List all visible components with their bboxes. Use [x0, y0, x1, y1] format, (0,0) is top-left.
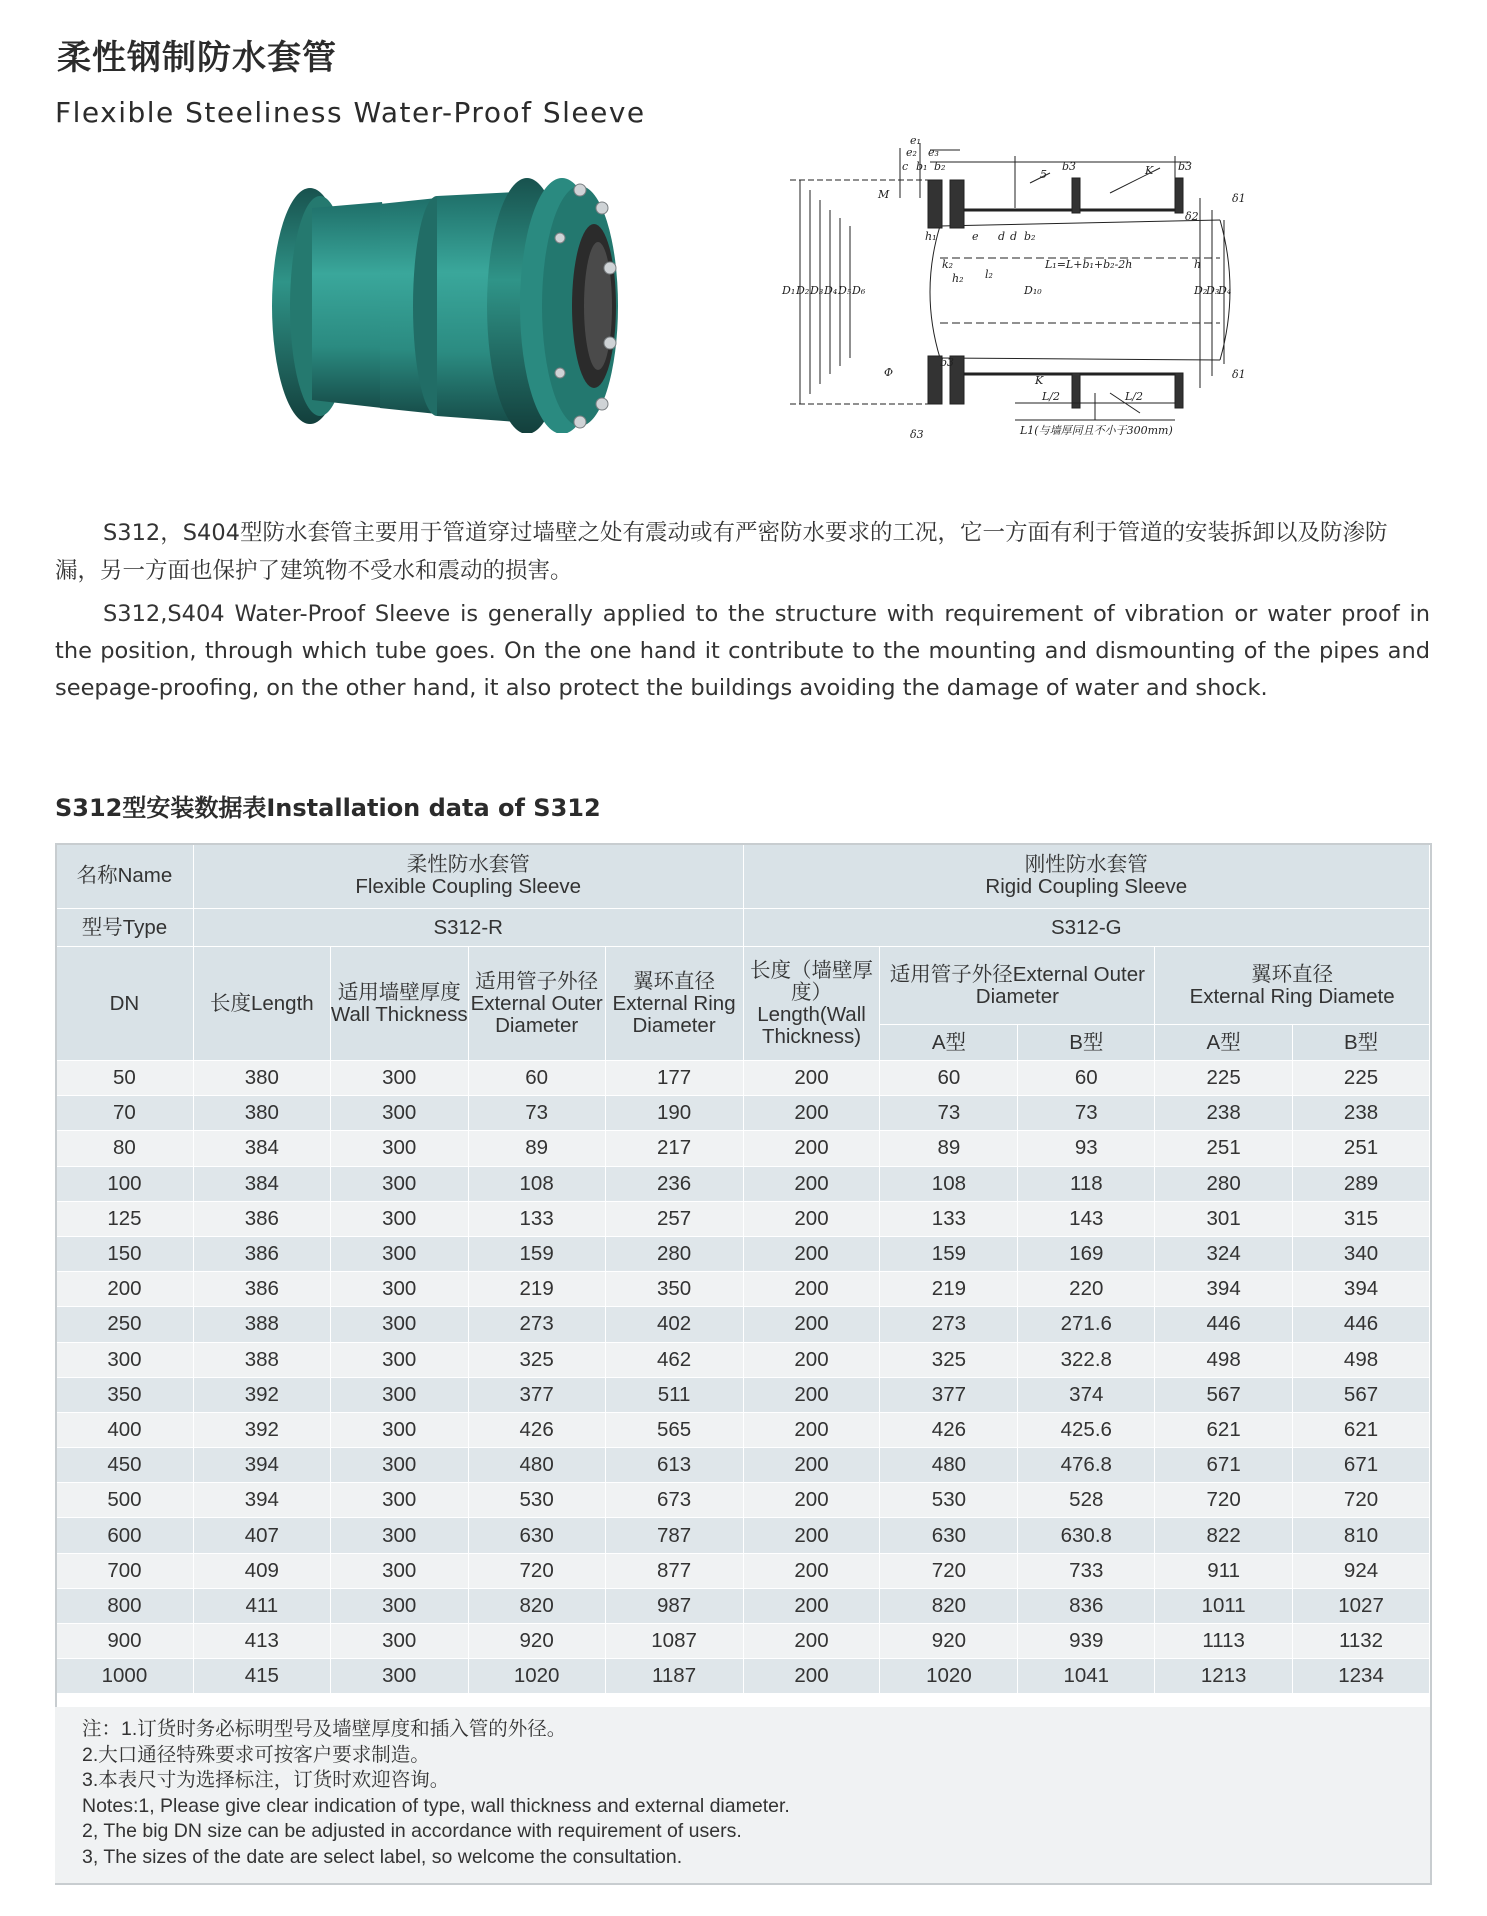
- table-cell: 200: [743, 1342, 880, 1377]
- note-cn-2: 2.大口通径特殊要求可按客户要求制造。: [82, 1743, 430, 1766]
- notes-box: [55, 1707, 1430, 1883]
- label-half-right: L/2: [1125, 390, 1144, 403]
- label-delta2: δ2: [1185, 210, 1199, 223]
- table-cell: 1027: [1293, 1588, 1430, 1623]
- note-cn-3: 3.本表尺寸为选择标注，订货时欢迎咨询。: [82, 1769, 450, 1791]
- label-half-left: L/2: [1042, 390, 1061, 403]
- col-ring-diameter: [605, 947, 743, 1061]
- table-cell: 388: [193, 1342, 330, 1377]
- table-cell: 300: [330, 1342, 468, 1377]
- table-cell: 73: [880, 1096, 1018, 1131]
- label-l1-note: L1(与墙厚同且不小于300mm): [1020, 424, 1173, 437]
- table-row: [56, 1448, 1430, 1483]
- table-cell: 621: [1155, 1412, 1293, 1447]
- table-cell: 200: [743, 1553, 880, 1588]
- table-cell: 300: [330, 1659, 468, 1694]
- table-cell: 426: [880, 1412, 1018, 1447]
- label-e3: e₃: [928, 146, 939, 159]
- table-cell: 511: [605, 1377, 743, 1412]
- intro-text-en: [55, 596, 1430, 707]
- table-cell: 1113: [1155, 1624, 1293, 1659]
- label-b3-right: b3: [1178, 160, 1193, 173]
- type-label: 型号Type: [56, 909, 194, 947]
- table-cell: 200: [743, 1412, 880, 1447]
- label-m: M: [878, 188, 890, 201]
- outer-a-type: A型: [880, 1025, 1018, 1061]
- table-cell: 133: [468, 1201, 605, 1236]
- table-row: [56, 1096, 1430, 1131]
- table-cell: 415: [193, 1659, 330, 1694]
- label-e: e: [972, 230, 979, 243]
- label-b3-left: b3: [1062, 160, 1077, 173]
- label-d4-right: D₄: [1218, 284, 1232, 297]
- flexible-header-en: Flexible Coupling Sleeve: [355, 875, 582, 898]
- note-en-1: Notes:1, Please give clear indication of type, wall thickness and external diameter.: [82, 1794, 790, 1817]
- table-cell: 238: [1155, 1096, 1293, 1131]
- table-cell: 225: [1293, 1061, 1430, 1096]
- table-row: [56, 1342, 1430, 1377]
- table-cell: 480: [880, 1448, 1018, 1483]
- label-d4-left: D₄: [824, 284, 838, 297]
- table-cell: 322.8: [1018, 1342, 1155, 1377]
- table-cell: 498: [1155, 1342, 1293, 1377]
- table-cell: 280: [605, 1236, 743, 1271]
- table-cell: 300: [330, 1448, 468, 1483]
- table-cell: 200: [743, 1659, 880, 1694]
- table-cell: 219: [880, 1272, 1018, 1307]
- table-cell: 820: [880, 1588, 1018, 1623]
- table-cell: 394: [1293, 1272, 1430, 1307]
- table-cell: 920: [468, 1624, 605, 1659]
- table-cell: 271.6: [1018, 1307, 1155, 1342]
- table-cell: 238: [1293, 1096, 1430, 1131]
- table-cell: 407: [193, 1518, 330, 1553]
- label-weld-5: 5: [1040, 168, 1047, 181]
- table-cell: 300: [330, 1377, 468, 1412]
- table-cell: 565: [605, 1412, 743, 1447]
- outer-b-type: B型: [1018, 1025, 1155, 1061]
- table-row: [56, 1272, 1430, 1307]
- table-cell: 1041: [1018, 1659, 1155, 1694]
- table-cell: 400: [56, 1412, 194, 1447]
- table-cell: 413: [193, 1624, 330, 1659]
- label-e1: e₁: [910, 138, 921, 147]
- table-cell: 289: [1293, 1166, 1430, 1201]
- table-cell: 200: [743, 1307, 880, 1342]
- label-formula: L₁=L+b₁+b₂-2h: [1045, 258, 1133, 271]
- table-cell: 118: [1018, 1166, 1155, 1201]
- table-cell: 200: [743, 1166, 880, 1201]
- label-d10: D₁₀: [1024, 284, 1042, 297]
- table-cell: 787: [605, 1518, 743, 1553]
- type-r: S312-R: [193, 909, 743, 947]
- table-cell: 251: [1293, 1131, 1430, 1166]
- table-cell: 89: [468, 1131, 605, 1166]
- table-cell: 720: [1155, 1483, 1293, 1518]
- table-row: [56, 1166, 1430, 1201]
- ring-b-type: B型: [1293, 1025, 1430, 1061]
- col-length: 长度Length: [193, 947, 330, 1061]
- table-cell: 498: [1293, 1342, 1430, 1377]
- table-cell: 820: [468, 1588, 605, 1623]
- table-cell: 402: [605, 1307, 743, 1342]
- label-h: h: [1194, 258, 1202, 271]
- flexible-header-cn: 柔性防水套管: [406, 853, 530, 876]
- table-cell: 394: [193, 1448, 330, 1483]
- table-cell: 200: [743, 1624, 880, 1659]
- intro-cn: S312，S404型防水套管主要用于管道穿过墙壁之处有震动或有严密防水要求的工况，它一方面有利于管道的安装拆卸以及防渗防漏，另一方面也保护了建筑物不受水和震动的损害。: [55, 520, 1388, 584]
- table-cell: 394: [1155, 1272, 1293, 1307]
- label-delta1-bottom: δ1: [1232, 368, 1246, 381]
- table-cell: 567: [1155, 1377, 1293, 1412]
- label-k2: k₂: [942, 258, 954, 271]
- table-cell: 200: [743, 1377, 880, 1412]
- col-wall-cn: 适用墙壁厚度: [337, 980, 461, 1004]
- table-row: [56, 1307, 1430, 1342]
- table-cell: 325: [880, 1342, 1018, 1377]
- table-cell: 200: [56, 1272, 194, 1307]
- table-cell: 671: [1155, 1448, 1293, 1483]
- table-cell: 567: [1293, 1377, 1430, 1412]
- table-cell: 939: [1018, 1624, 1155, 1659]
- label-delta3: δ3: [910, 428, 924, 441]
- table-cell: 1087: [605, 1624, 743, 1659]
- table-cell: 159: [880, 1236, 1018, 1271]
- col-rlen-cn: 长度（墙壁厚度）: [750, 958, 873, 1004]
- table-cell: 200: [743, 1201, 880, 1236]
- table-row: [56, 1377, 1430, 1412]
- table-cell: 60: [468, 1061, 605, 1096]
- table-row: [56, 1236, 1430, 1271]
- table-cell: 528: [1018, 1483, 1155, 1518]
- table-cell: 60: [880, 1061, 1018, 1096]
- table-cell: 1020: [468, 1659, 605, 1694]
- table-cell: 300: [330, 1131, 468, 1166]
- note-en-3: 3, The sizes of the date are select label, so welcome the consultation.: [82, 1845, 683, 1868]
- table-cell: 190: [605, 1096, 743, 1131]
- table-cell: 350: [605, 1272, 743, 1307]
- table-cell: 630.8: [1018, 1518, 1155, 1553]
- table-cell: 108: [468, 1166, 605, 1201]
- table-cell: 250: [56, 1307, 194, 1342]
- table-cell: 219: [468, 1272, 605, 1307]
- label-d2-right: D₂: [1194, 284, 1208, 297]
- table-cell: 411: [193, 1588, 330, 1623]
- table-cell: 200: [743, 1131, 880, 1166]
- table-cell: 1132: [1293, 1624, 1430, 1659]
- table-cell: 200: [743, 1061, 880, 1096]
- table-row: [56, 1553, 1430, 1588]
- table-row: [56, 1588, 1430, 1623]
- table-cell: 621: [1293, 1412, 1430, 1447]
- table-cell: 300: [330, 1553, 468, 1588]
- table-cell: 671: [1293, 1448, 1430, 1483]
- table-cell: 409: [193, 1553, 330, 1588]
- table-cell: 300: [330, 1096, 468, 1131]
- table-cell: 300: [330, 1201, 468, 1236]
- table-row: [56, 1483, 1430, 1518]
- table-cell: 150: [56, 1236, 194, 1271]
- table-row: [56, 1061, 1430, 1096]
- table-cell: 446: [1155, 1307, 1293, 1342]
- col-wall-en: Wall Thickness: [330, 1002, 468, 1026]
- table-cell: 273: [468, 1307, 605, 1342]
- label-phi: Φ: [884, 366, 894, 379]
- table-cell: 720: [880, 1553, 1018, 1588]
- table-cell: 700: [56, 1553, 194, 1588]
- page-title-cn: 柔性钢制防水套管: [57, 38, 337, 78]
- table-cell: 911: [1155, 1553, 1293, 1588]
- rigid-header-en: Rigid Coupling Sleeve: [985, 875, 1188, 898]
- table-cell: 462: [605, 1342, 743, 1377]
- table-cell: 80: [56, 1131, 194, 1166]
- col-wall-thickness: [330, 947, 468, 1061]
- table-cell: 374: [1018, 1377, 1155, 1412]
- table-cell: 392: [193, 1412, 330, 1447]
- table-cell: 386: [193, 1236, 330, 1271]
- table-cell: 530: [880, 1483, 1018, 1518]
- table-cell: 300: [330, 1588, 468, 1623]
- label-b2: b₂: [934, 160, 946, 173]
- col-rlen-en: Length(Wall Thickness): [757, 1002, 866, 1048]
- table-cell: 476.8: [1018, 1448, 1155, 1483]
- table-cell: 159: [468, 1236, 605, 1271]
- table-cell: 257: [605, 1201, 743, 1236]
- table-cell: 300: [330, 1272, 468, 1307]
- table-cell: 251: [1155, 1131, 1293, 1166]
- table-cell: 300: [330, 1236, 468, 1271]
- table-cell: 480: [468, 1448, 605, 1483]
- label-e2: e₂: [906, 146, 917, 159]
- installation-data-table: [55, 843, 1430, 1694]
- table-cell: 200: [743, 1236, 880, 1271]
- table-cell: 300: [330, 1307, 468, 1342]
- col-rring-en: External Ring Diamete: [1189, 984, 1395, 1008]
- table-cell: 100: [56, 1166, 194, 1201]
- label-d3-left: D₃: [810, 284, 824, 297]
- col-dn: DN: [56, 947, 194, 1061]
- label-b1: b₁: [916, 160, 928, 173]
- table-cell: 143: [1018, 1201, 1155, 1236]
- label-d1-left: D₁: [782, 284, 796, 297]
- table-cell: 377: [880, 1377, 1018, 1412]
- label-b3b: b3: [940, 356, 955, 369]
- table-cell: 450: [56, 1448, 194, 1483]
- table-cell: 377: [468, 1377, 605, 1412]
- label-k-top: K: [1145, 164, 1154, 177]
- label-k-bottom: K: [1035, 374, 1044, 387]
- table-cell: 73: [1018, 1096, 1155, 1131]
- table-cell: 673: [605, 1483, 743, 1518]
- table-cell: 300: [56, 1342, 194, 1377]
- table-cell: 613: [605, 1448, 743, 1483]
- table-cell: 384: [193, 1166, 330, 1201]
- table-cell: 386: [193, 1201, 330, 1236]
- table-cell: 325: [468, 1342, 605, 1377]
- table-cell: 200: [743, 1272, 880, 1307]
- label-delta1-top: δ1: [1232, 192, 1246, 205]
- table-cell: 530: [468, 1483, 605, 1518]
- table-cell: 426: [468, 1412, 605, 1447]
- table-cell: 1213: [1155, 1659, 1293, 1694]
- table-cell: 300: [330, 1624, 468, 1659]
- type-g: S312-G: [743, 909, 1429, 947]
- table-cell: 280: [1155, 1166, 1293, 1201]
- table-cell: 200: [743, 1096, 880, 1131]
- table-cell: 89: [880, 1131, 1018, 1166]
- table-cell: 877: [605, 1553, 743, 1588]
- page-title-en: Flexible Steeliness Water-Proof Sleeve: [55, 96, 646, 129]
- intro-text: [55, 514, 1430, 590]
- table-cell: 200: [743, 1588, 880, 1623]
- table-cell: 836: [1018, 1588, 1155, 1623]
- section-title: S312型安装数据表Installation data of S312: [55, 794, 601, 822]
- name-label: 名称Name: [56, 844, 194, 909]
- table-cell: 720: [1293, 1483, 1430, 1518]
- table-cell: 60: [1018, 1061, 1155, 1096]
- table-cell: 1234: [1293, 1659, 1430, 1694]
- table-row: [56, 1412, 1430, 1447]
- label-c: c: [902, 160, 909, 173]
- table-cell: 425.6: [1018, 1412, 1155, 1447]
- table-cell: 220: [1018, 1272, 1155, 1307]
- table-cell: 1187: [605, 1659, 743, 1694]
- col-rigid-length: [743, 947, 880, 1061]
- intro-en: S312,S404 Water-Proof Sleeve is generally applied to the structure with requirement of vibration or water proof in the position, through which tube goes. On the one hand it contribute to the mounting and dismounting of the pipes and seepage-proofing, on the other hand, it also protect the buildings avoiding the damage of water and shock.: [55, 601, 1430, 701]
- col-outer-diameter: [468, 947, 605, 1061]
- rigid-header: [743, 844, 1429, 909]
- table-cell: 300: [330, 1412, 468, 1447]
- table-cell: 1011: [1155, 1588, 1293, 1623]
- table-cell: 350: [56, 1377, 194, 1412]
- table-cell: 720: [468, 1553, 605, 1588]
- table-row: [56, 1518, 1430, 1553]
- table-cell: 300: [330, 1483, 468, 1518]
- table-cell: 315: [1293, 1201, 1430, 1236]
- col-outer-en: External Outer Diameter: [470, 991, 603, 1037]
- table-cell: 133: [880, 1201, 1018, 1236]
- table-cell: 384: [193, 1131, 330, 1166]
- col-ring-cn: 翼环直径: [633, 969, 716, 993]
- table-cell: 733: [1018, 1553, 1155, 1588]
- table-cell: 924: [1293, 1553, 1430, 1588]
- note-cn-1: 注：1.订货时务必标明型号及墙壁厚度和插入管的外径。: [82, 1718, 567, 1740]
- col-outer-cn: 适用管子外径: [475, 969, 599, 993]
- table-cell: 301: [1155, 1201, 1293, 1236]
- label-h1: h₁: [925, 230, 937, 243]
- label-h2: h₂: [952, 272, 964, 285]
- table-cell: 388: [193, 1307, 330, 1342]
- table-cell: 200: [743, 1518, 880, 1553]
- col-rigid-ring: [1155, 947, 1430, 1025]
- table-cell: 340: [1293, 1236, 1430, 1271]
- table-cell: 125: [56, 1201, 194, 1236]
- label-d2: d: [1010, 230, 1018, 243]
- col-ring-en: External Ring Diameter: [612, 991, 736, 1037]
- table-cell: 217: [605, 1131, 743, 1166]
- label-d2-left: D₂: [796, 284, 810, 297]
- table-cell: 300: [330, 1061, 468, 1096]
- col-rring-cn: 翼环直径: [1251, 962, 1334, 986]
- table-cell: 800: [56, 1588, 194, 1623]
- label-d1: d: [998, 230, 1006, 243]
- table-cell: 177: [605, 1061, 743, 1096]
- table-cell: 386: [193, 1272, 330, 1307]
- table-cell: 900: [56, 1624, 194, 1659]
- table-cell: 380: [193, 1061, 330, 1096]
- table-cell: 200: [743, 1483, 880, 1518]
- table-cell: 1000: [56, 1659, 194, 1694]
- table-cell: 446: [1293, 1307, 1430, 1342]
- table-cell: 73: [468, 1096, 605, 1131]
- sleeve-section-diagram: [780, 138, 1280, 458]
- table-cell: 987: [605, 1588, 743, 1623]
- flexible-header: [193, 844, 743, 909]
- table-cell: 1020: [880, 1659, 1018, 1694]
- label-d5-left: D₅: [838, 284, 852, 297]
- table-cell: 108: [880, 1166, 1018, 1201]
- table-row: [56, 1131, 1430, 1166]
- sleeve-photo: [262, 168, 682, 433]
- table-row: [56, 1201, 1430, 1236]
- table-row: [56, 1659, 1430, 1694]
- table-cell: 392: [193, 1377, 330, 1412]
- table-cell: 500: [56, 1483, 194, 1518]
- label-d3-right: D₃: [1206, 284, 1220, 297]
- table-cell: 225: [1155, 1061, 1293, 1096]
- label-l2: l₂: [985, 268, 993, 281]
- table-cell: 810: [1293, 1518, 1430, 1553]
- table-cell: 324: [1155, 1236, 1293, 1271]
- table-cell: 70: [56, 1096, 194, 1131]
- table-row: [56, 1624, 1430, 1659]
- table-cell: 630: [468, 1518, 605, 1553]
- table-cell: 300: [330, 1518, 468, 1553]
- table-cell: 394: [193, 1483, 330, 1518]
- rigid-header-cn: 刚性防水套管: [1024, 853, 1148, 876]
- table-cell: 630: [880, 1518, 1018, 1553]
- table-cell: 380: [193, 1096, 330, 1131]
- table-cell: 200: [743, 1448, 880, 1483]
- table-cell: 169: [1018, 1236, 1155, 1271]
- table-cell: 300: [330, 1166, 468, 1201]
- table-cell: 920: [880, 1624, 1018, 1659]
- table-cell: 822: [1155, 1518, 1293, 1553]
- label-b2b: b₂: [1024, 230, 1036, 243]
- table-cell: 50: [56, 1061, 194, 1096]
- table-cell: 600: [56, 1518, 194, 1553]
- label-d6-left: D₆: [852, 284, 866, 297]
- table-cell: 93: [1018, 1131, 1155, 1166]
- col-rigid-outer: 适用管子外径External Outer Diameter: [880, 947, 1155, 1025]
- table-cell: 236: [605, 1166, 743, 1201]
- table-cell: 273: [880, 1307, 1018, 1342]
- ring-a-type: A型: [1155, 1025, 1293, 1061]
- note-en-2: 2, The big DN size can be adjusted in accordance with requirement of users.: [82, 1820, 742, 1842]
